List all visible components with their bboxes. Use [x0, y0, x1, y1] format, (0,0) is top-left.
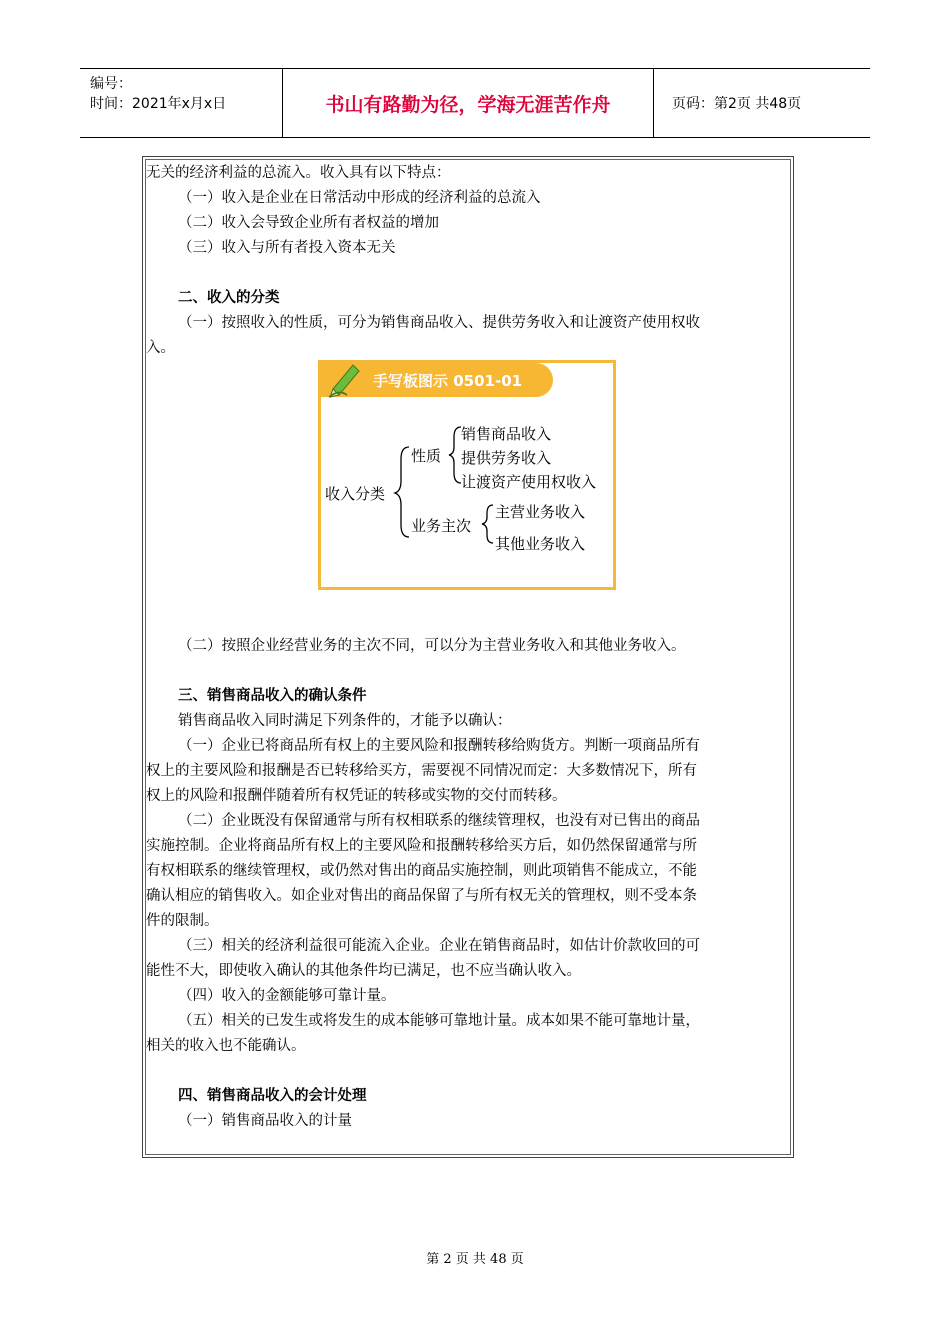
paragraph-text: （五）相关的已发生或将发生的成本能够可靠地计量。成本如果不能可靠地计量，	[178, 1013, 700, 1029]
page-info	[664, 69, 870, 137]
page-footer: 第 2 页 共 48 页	[426, 1252, 524, 1267]
code-label: 编号：	[90, 76, 132, 92]
paragraph-text: （一）按照收入的性质，可分为销售商品收入、提供劳务收入和让渡资产使用权收	[178, 315, 700, 331]
paragraph-text: （一）企业已将商品所有权上的主要风险和报酬转移给购货方。判断一项商品所有	[178, 738, 700, 754]
paragraph-text: 权上的风险和报酬伴随着所有权凭证的转移或实物的交付而转移。	[146, 788, 567, 804]
tree-leaf: 让渡资产使用权收入	[461, 473, 597, 491]
paragraph-text: 相关的收入也不能确认。	[146, 1038, 306, 1054]
paragraph-text: 实施控制。企业将商品所有权上的主要风险和报酬转移给买方后，如仍然保留通常与所	[146, 838, 697, 854]
paragraph-text: （二）按照企业经营业务的主次不同，可以分为主营业务收入和其他业务收入。	[178, 638, 686, 654]
page-header	[80, 68, 870, 138]
feature-item: （三）收入与所有者投入资本无关	[178, 240, 396, 256]
tree-branch-nature: 性质	[411, 447, 442, 465]
section-heading: 二、收入的分类	[178, 290, 280, 306]
paragraph-text: 权上的主要风险和报酬是否已转移给买方，需要视不同情况而定：大多数情况下，所有	[146, 763, 697, 779]
motto: 书山有路勤为径，学海无涯苦作舟	[283, 69, 654, 137]
tree-leaf: 销售商品收入	[461, 425, 552, 443]
paragraph-text: 件的限制。	[146, 913, 219, 929]
paragraph-text: （三）相关的经济利益很可能流入企业。企业在销售商品时，如估计价款收回的可	[178, 938, 700, 954]
feature-item: （一）收入是企业在日常活动中形成的经济利益的总流入	[178, 190, 541, 206]
paragraph-text: （一）销售商品收入的计量	[178, 1113, 352, 1129]
header-meta	[80, 69, 283, 137]
section-heading: 四、销售商品收入的会计处理	[178, 1088, 367, 1104]
paragraph-text: 有权相联系的继续管理权，或仍然对售出的商品实施控制，则此项销售不能成立，不能	[146, 863, 697, 879]
paragraph-text: 销售商品收入同时满足下列条件的，才能予以确认：	[178, 713, 512, 729]
date-label: 时间：2021年x月x日	[90, 96, 227, 112]
tree-root: 收入分类	[325, 485, 386, 503]
paragraph-text: 能性不大，即使收入确认的其他条件均已满足，也不应当确认收入。	[146, 963, 581, 979]
tree-leaf: 提供劳务收入	[461, 449, 552, 467]
tree-leaf: 其他业务收入	[495, 535, 586, 553]
paragraph-text: 无关的经济利益的总流入。收入具有以下特点：	[146, 165, 451, 181]
paragraph-text: （二）企业既没有保留通常与所有权相联系的继续管理权，也没有对已售出的商品	[178, 813, 700, 829]
tree-branch-priority: 业务主次	[411, 517, 472, 535]
board-title: 手写板图示 0501-01	[373, 372, 523, 390]
paragraph-text: 入。	[146, 340, 175, 356]
tree-leaf: 主营业务收入	[495, 503, 586, 521]
paragraph-text: （四）收入的金额能够可靠计量。	[178, 988, 396, 1004]
paragraph-text: 确认相应的销售收入。如企业对售出的商品保留了与所有权无关的管理权，则不受本条	[146, 888, 697, 904]
handwriting-board	[318, 360, 616, 590]
page-info-text: 页码：第2页 共48页	[672, 96, 802, 112]
feature-item: （二）收入会导致企业所有者权益的增加	[178, 215, 439, 231]
section-heading: 三、销售商品收入的确认条件	[178, 688, 367, 704]
